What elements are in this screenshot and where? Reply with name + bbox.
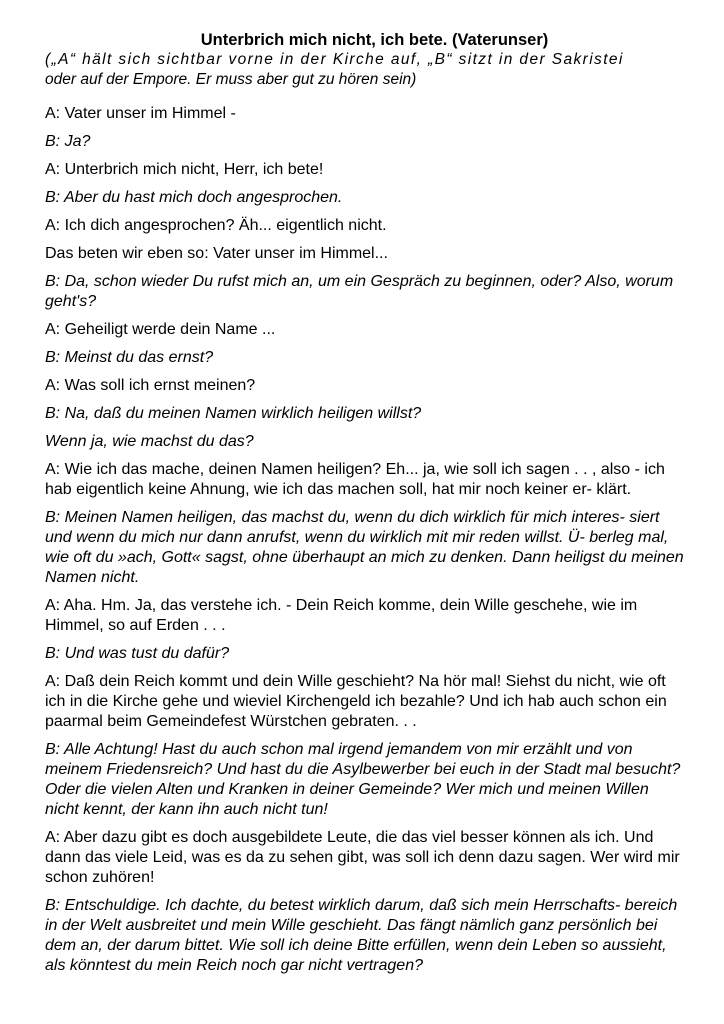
dialogue-line-b: B: Na, daß du meinen Namen wirklich heiligen willst? [45,405,422,422]
dialogue-line-b: B: Alle Achtung! Hast du auch schon mal irgend jemandem von mir erzählt und von meinem Friedensreich? Und hast du die Asylbewerber bei euch in der Stadt mal besucht? Oder die vielen Alten und Kranken in deiner Gemeinde? Wer mich und meinen Willen nicht kennt, der kann ihn auch nicht tun! [45,741,681,818]
dialogue-line-a: A: Geheiligt werde dein Name ... [45,321,276,338]
stage-direction-line-1: („A“ hält sich sichtbar vorne in der Kirche auf, „B“ sitzt in der Sakristei [45,51,624,68]
dialogue-line-b: B: Da, schon wieder Du rufst mich an, um ein Gespräch zu beginnen, oder? Also, worum geht's? [45,273,674,310]
stage-direction [45,50,684,90]
dialogue-line-b: B: Entschuldige. Ich dachte, du betest wirklich darum, daß sich mein Herrschafts- bereich in der Welt ausbreitet und mein Wille geschieht. Das fängt nämlich ganz persönlich bei dem an, der darum bittet. Wie soll ich deine Bitte erfüllen, wenn dein Leben so aussieht, als könntest du mein Reich noch gar nicht vertragen? [45,897,678,974]
dialogue-line-b: B: Aber du hast mich doch angesprochen. [45,189,343,206]
stage-direction-line-2: oder auf der Empore. Er muss aber gut zu hören sein) [45,71,417,88]
dialogue-line-a: A: Aha. Hm. Ja, das verstehe ich. - Dein Reich komme, dein Wille geschehe, wie im Himmel, so auf Erden . . . [45,597,638,634]
dialogue-line-a: A: Daß dein Reich kommt und dein Wille geschieht? Na hör mal! Siehst du nicht, wie oft ich in die Kirche gehe und wieviel Kirchengeld ich bezahle? Und ich hab auch schon ein paarmal beim Gemeindefest Würstchen gebraten. . . [45,673,667,730]
dialogue-line-b: B: Und was tust du dafür? [45,645,230,662]
dialogue-line-a: A: Ich dich angesprochen? Äh... eigentlich nicht. [45,217,387,234]
dialogue-line-a: A: Vater unser im Himmel - [45,105,236,122]
dialogue [45,104,684,976]
dialogue-line-a: A: Wie ich das mache, deinen Namen heiligen? Eh... ja, wie soll ich sagen . . , also - ich hab eigentlich keine Ahnung, wie ich das machen soll, hat mir noch keiner er- klärt. [45,461,665,498]
dialogue-line-a: A: Aber dazu gibt es doch ausgebildete Leute, die das viel besser können als ich. Und dann das viele Leid, was es da zu sehen gibt, was soll ich denn dazu sagen. Wer wird mir schon zuhören! [45,829,680,886]
dialogue-line-b: B: Meinst du das ernst? [45,349,214,366]
dialogue-line-a: Das beten wir eben so: Vater unser im Himmel... [45,245,388,262]
dialogue-line-b: B: Ja? [45,133,91,150]
document-title: Unterbrich mich nicht, ich bete. (Vaterunser) [200,31,549,49]
dialogue-line-b: Wenn ja, wie machst du das? [45,433,254,450]
dialogue-line-a: A: Unterbrich mich nicht, Herr, ich bete! [45,161,324,178]
dialogue-line-a: A: Was soll ich ernst meinen? [45,377,256,394]
dialogue-line-b: B: Meinen Namen heiligen, das machst du, wenn du dich wirklich für mich interes- siert und wenn du mich nur dann anrufst, wenn du wirklich mit mir reden willst. Ü- berleg mal, wie oft du »ach, Gott« sagst, ohne überhaupt an mich zu denken. Dann heiligst du meinen Namen nicht. [45,509,684,586]
